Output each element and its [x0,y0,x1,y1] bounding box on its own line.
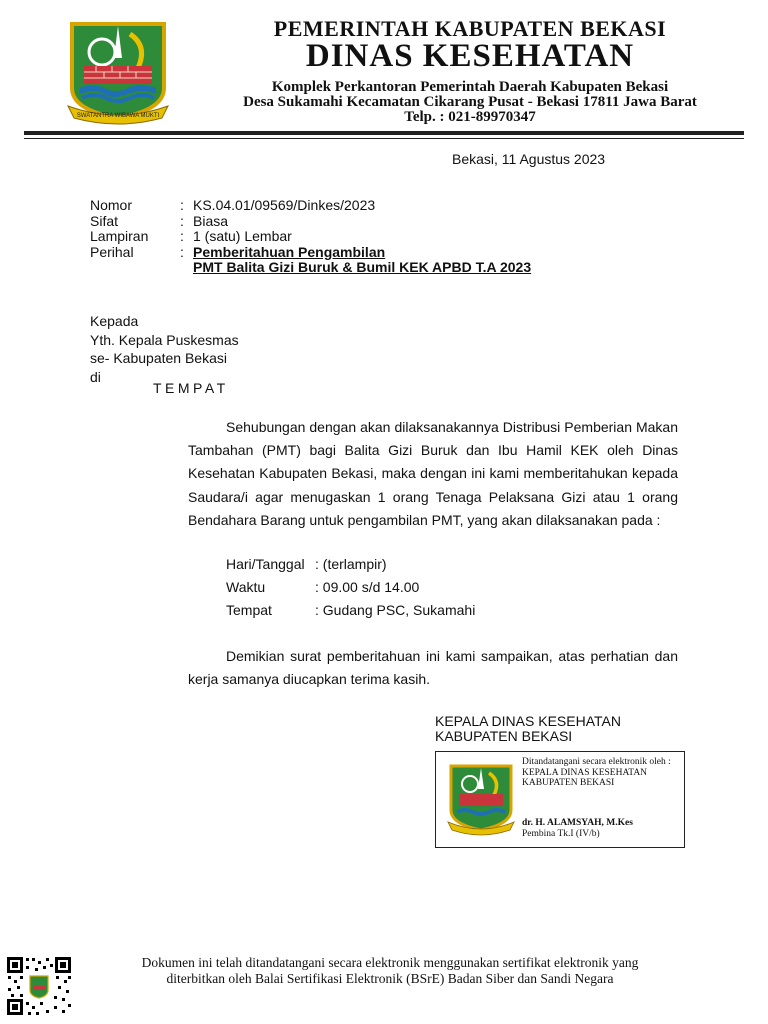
body-paragraph-2 [188,645,678,691]
schedule-value: : 09.00 s/d 14.00 [315,579,420,595]
meta-colon: : [180,212,184,229]
body-paragraph-1 [188,416,678,532]
meta-colon: : [180,197,184,213]
meta-nomor-label: Nomor [90,197,133,213]
body-paragraph-1-text: Sehubungan dengan akan dilaksanakannya Distribusi Pemberian Makan Tambahan (PMT) bagi Balita Gizi Buruk dan Ibu Hamil KEK oleh Dinas Kesehatan Kabupaten Bekasi, maka dengan ini kami memberitahukan kepada Saudara/i agar menugaskan 1 orang Tenaga Pelaksana Gizi atau 1 orang Bendahara Barang untuk pengambilan PMT, yang akan dilaksanakan pada : [188,419,678,528]
schedule-label: Hari/Tanggal [226,556,305,572]
schedule-label: Waktu [226,579,266,595]
footer-disclaimer [90,955,690,987]
signatory-name: dr. H. ALAMSYAH, M.Kes [522,818,633,828]
signature-title-line1: KEPALA DINAS KESEHATAN [435,713,621,729]
meta-colon: : [180,243,184,260]
signatory-rank: Pembina Tk.I (IV/b) [522,829,600,839]
svg-text:SWATANTRA WIBAWA MUKTI: SWATANTRA WIBAWA MUKTI [76,113,160,119]
body-paragraph-2-text: Demikian surat pemberitahuan ini kami sampaikan, atas perhatian dan kerja samanya diucapkan terima kasih. [188,648,678,688]
signature-title [435,714,621,744]
letterhead-government-name: PEMERINTAH KABUPATEN BEKASI [273,16,667,41]
meta-nomor-value: KS.04.01/09569/Dinkes/2023 [193,197,376,213]
footer-line2: diterbitkan oleh Balai Sertifikasi Elektronik (BSrE) Badan Siber dan Sandi Negara [166,971,614,986]
meta-perihal-label: Perihal [90,243,134,260]
meta-perihal-line1: Pemberitahuan Pengambilan [193,243,386,260]
footer-line1: Dokumen ini telah ditandatangani secara elektronik menggunakan sertifikat elektronik yang [141,955,639,970]
verification-qr-code [6,956,72,1016]
bekasi-coat-of-arms-logo [62,18,174,128]
meta-lampiran-label: Lampiran [90,228,149,244]
meta-sifat-value: Biasa [193,212,229,229]
bekasi-coat-of-arms-logo-small [445,762,517,840]
addressee-line-kepada: Kepada [90,313,139,329]
letterhead-divider-thick [24,131,744,135]
letter-date: Bekasi, 11 Agustus 2023 [452,151,606,167]
addressee-line-recipient: Yth. Kepala Puskesmas [90,331,239,348]
addressee-block [90,312,239,386]
meta-perihal-line2: PMT Balita Gizi Buruk & Bumil KEK APBD T.A 2023 [193,259,532,275]
schedule-value: : (terlampir) [315,556,387,572]
letterhead-address-2: Desa Sukamahi Kecamatan Cikarang Pusat - Bekasi 17811 Jawa Barat [243,94,697,110]
schedule-value: : Gudang PSC, Sukamahi [315,602,476,618]
schedule-label: Tempat [226,602,272,618]
addressee-place: TEMPAT [153,380,229,396]
letterhead-address-1: Komplek Perkantoran Pemerintah Daerah Kabupaten Bekasi [271,79,669,95]
addressee-line-region: se- Kabupaten Bekasi [90,350,227,366]
signature-title-line2: KABUPATEN BEKASI [435,728,573,744]
letterhead-agency-name: DINAS KESEHATAN [305,38,635,74]
letterhead-phone: Telp. : 021-89970347 [404,109,536,125]
letterhead-divider-thin [24,138,744,139]
meta-colon: : [180,228,184,244]
meta-lampiran-value: 1 (satu) Lembar [193,228,292,244]
meta-sifat-label: Sifat [90,212,119,229]
addressee-line-di: di [90,368,101,385]
signature-box-title-line2: KABUPATEN BEKASI [522,778,615,788]
signed-electronically-label: Ditandatangani secara elektronik oleh : [522,757,671,767]
signature-box-title-line1: KEPALA DINAS KESEHATAN [522,768,648,778]
